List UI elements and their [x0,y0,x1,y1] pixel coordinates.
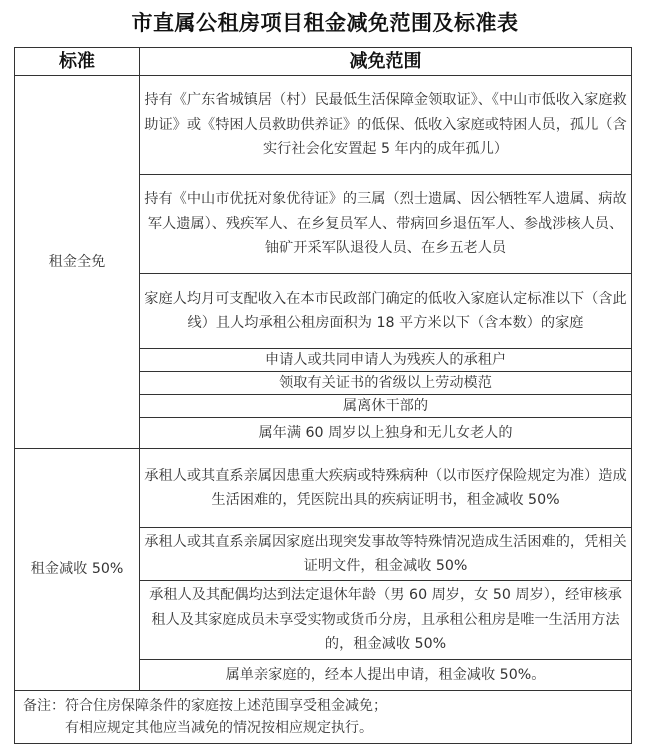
scope-cell: 属离休干部的 [140,395,632,418]
scope-cell: 属年满 60 周岁以上独身和无儿女老人的 [140,418,632,449]
scope-cell: 持有《广东省城镇居（村）民最低生活保障金领取证》、《中山市低收入家庭救助证》或《特困人员救助供养证》的低保、低收入家庭或特困人员，孤儿（含实行社会化安置起 5 年内的成年孤儿） [140,76,632,175]
category-half-reduction: 租金减收 50% [15,449,140,691]
scope-cell: 申请人或共同申请人为残疾人的承租户 [140,349,632,372]
scope-cell: 家庭人均月可支配收入在本市民政部门确定的低收入家庭认定标准以下（含此线）且人均承租公租房面积为 18 平方米以下（含本数）的家庭 [140,274,632,349]
header-scope: 减免范围 [140,48,632,76]
scope-cell: 承租人或其直系亲属因患重大疾病或特殊病种（以市医疗保险规定为准）造成生活困难的，凭医院出具的疾病证明书，租金减收 50% [140,449,632,528]
note-line-1: 备注：符合住房保障条件的家庭按上述范围享受租金减免； [23,698,387,714]
scope-cell: 属单亲家庭的，经本人提出申请，租金减收 50%。 [140,660,632,691]
header-standard: 标准 [15,48,140,76]
rent-reduction-table [14,47,632,744]
note-line-2: 有相应规定其他应当减免的情况按相应规定执行。 [65,720,373,736]
category-full-exemption: 租金全免 [15,76,140,449]
scope-cell: 承租人或其直系亲属因家庭出现突发事故等特殊情况造成生活困难的，凭相关证明文件，租金减收 50% [140,528,632,581]
note-cell [15,691,632,744]
document-title: 市直属公租房项目租金减免范围及标准表 [131,11,519,35]
table-row [15,449,632,528]
table-header-row [15,48,632,76]
scope-cell: 承租人及其配偶均达到法定退休年龄（男 60 周岁，女 50 周岁），经审核承租人及其家庭成员未享受实物或货币分房，且承租公租房是唯一生活用方法的，租金减收 50% [140,581,632,660]
scope-cell: 领取有关证书的省级以上劳动模范 [140,372,632,395]
table-row [15,76,632,175]
note-row [15,691,632,744]
scope-cell: 持有《中山市优抚对象优待证》的三属（烈士遗属、因公牺牲军人遗属、病故军人遗属）、残疾军人、在乡复员军人、带病回乡退伍军人、参战涉核人员、铀矿开采军队退役人员、在乡五老人员 [140,175,632,274]
